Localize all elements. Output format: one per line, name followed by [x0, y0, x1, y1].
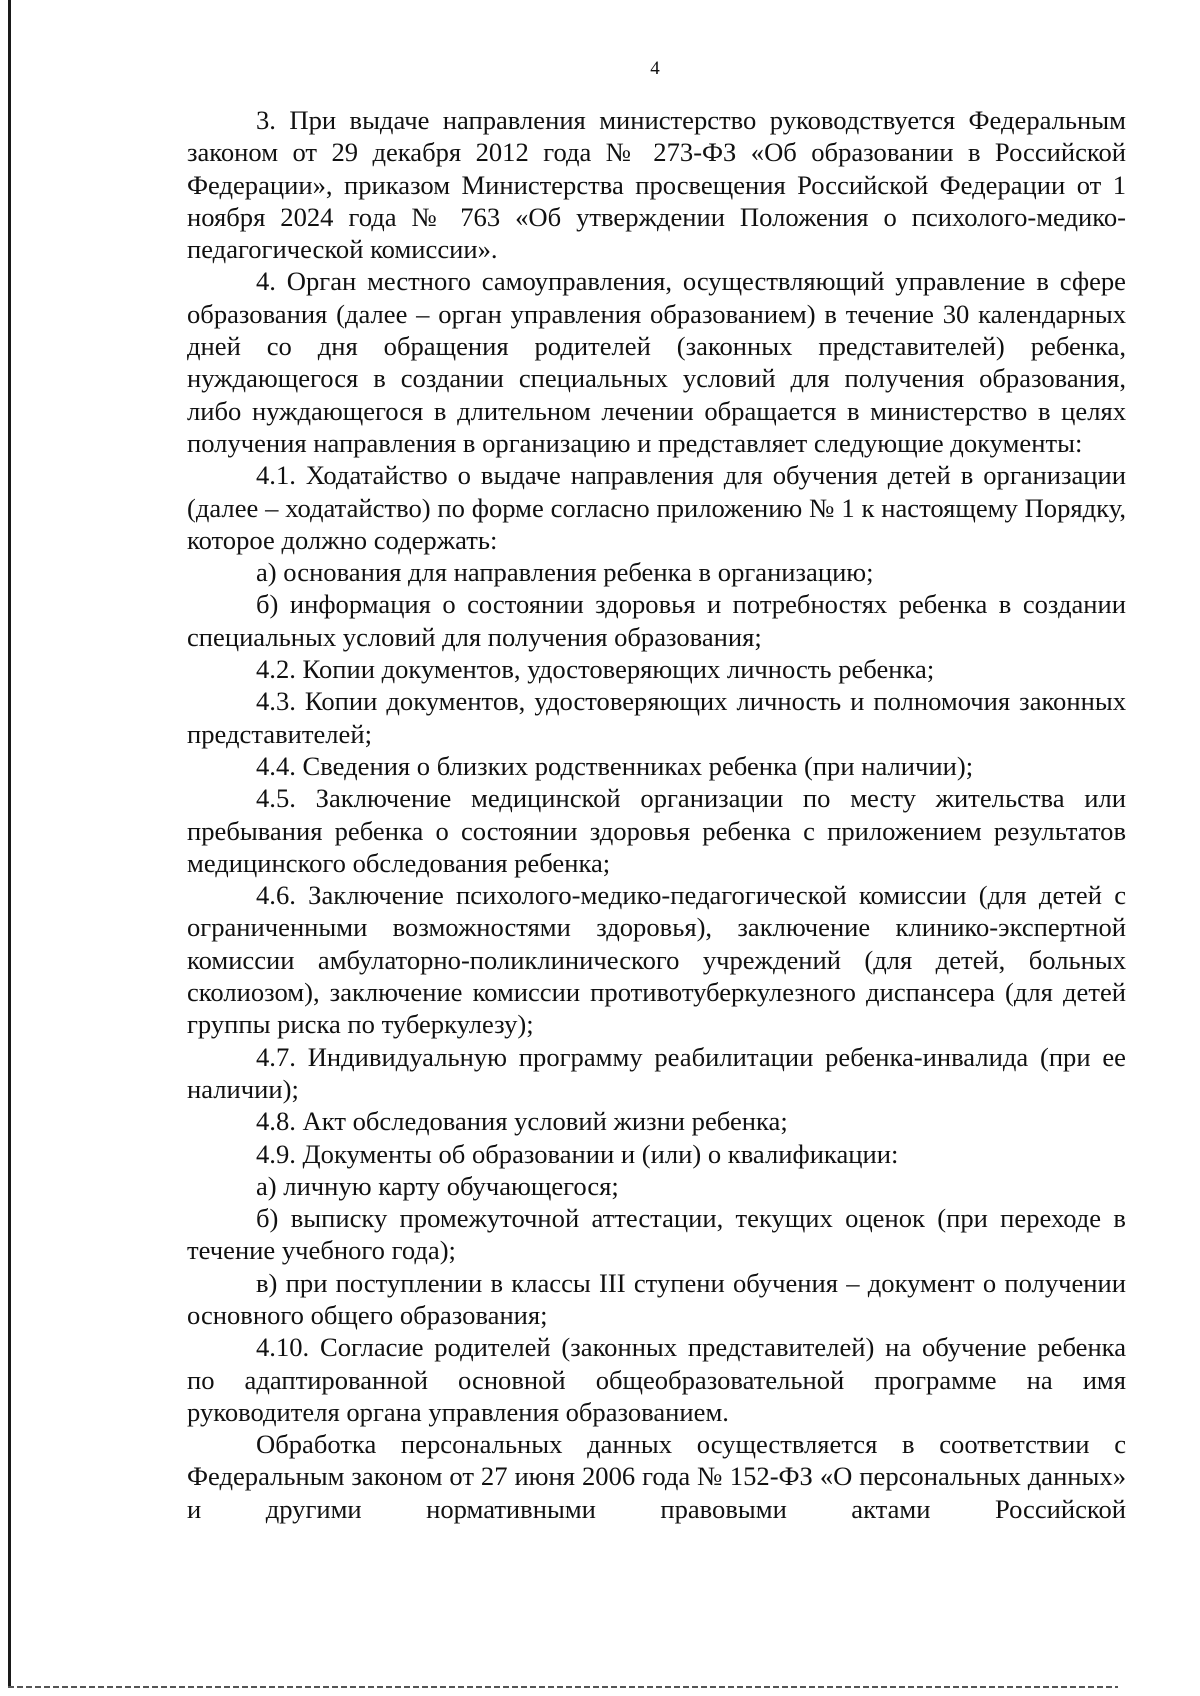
- paragraph-4-9-b: б) выписку промежуточной аттестации, текущих оценок (при переходе в течение учебного года);: [187, 1203, 1126, 1266]
- scan-border-bottom: [8, 1686, 1118, 1688]
- paragraph-4-1-a: а) основания для направления ребенка в организацию;: [256, 557, 874, 588]
- paragraph-4-3: 4.3. Копии документов, удостоверяющих личность и полномочия законных представителей;: [187, 686, 1126, 749]
- paragraph-personal-data: Обработка персональных данных осуществляется в соответствии с Федеральным законом от 27 июня 2006 года № 152-ФЗ «О персональных данных» и другими нормативными правовыми актами Российской: [187, 1429, 1126, 1524]
- paragraph-4-6: 4.6. Заключение психолого-медико-педагогической комиссии (для детей с ограниченными возможностями здоровья), заключение клинико-экспертной комиссии амбулаторно-поликлинического учреждений (для детей, больных сколиозом), заключение комиссии противотуберкулезного диспансера (для детей группы риска по туберкулезу);: [187, 880, 1126, 1040]
- paragraph-4-8: 4.8. Акт обследования условий жизни ребенка;: [256, 1106, 788, 1137]
- document-body: [187, 104, 1126, 1525]
- paragraph-4-1-b: б) информация о состоянии здоровья и потребностях ребенка в создании специальных условий для получения образования;: [187, 589, 1126, 652]
- paragraph-4-4: 4.4. Сведения о близких родственниках ребенка (при наличии);: [256, 750, 974, 781]
- paragraph-4-1: 4.1. Ходатайство о выдаче направления для обучения детей в организации (далее – ходатайство) по форме согласно приложению № 1 к настоящему Порядку, которое должно содержать:: [187, 460, 1126, 555]
- paragraph-4-9-a: а) личную карту обучающегося;: [256, 1170, 619, 1201]
- paragraph-4: 4. Орган местного самоуправления, осуществляющий управление в сфере образования (далее – орган управления образованием) в течение 30 календарных дней со дня обращения родителей (законных представителей) ребенка, нуждающегося в создании специальных условий для получения образования, либо нуждающегося в длительном лечении обращается в министерство в целях получения направления в организацию и представляет следующие документы:: [187, 266, 1126, 458]
- paragraph-4-7: 4.7. Индивидуальную программу реабилитации ребенка-инвалида (при ее наличии);: [187, 1041, 1126, 1104]
- paragraph-4-9: 4.9. Документы об образовании и (или) о квалификации:: [256, 1138, 899, 1169]
- paragraph-4-5: 4.5. Заключение медицинской организации по месту жительства или пребывания ребенка о состоянии здоровья ребенка с приложением результатов медицинского обследования ребенка;: [187, 783, 1126, 878]
- page-number: 4: [650, 58, 660, 79]
- paragraph-4-9-v: в) при поступлении в классы III ступени обучения – документ о получении основного общего образования;: [187, 1267, 1126, 1330]
- scan-border-left: [8, 0, 11, 1688]
- paragraph-4-10: 4.10. Согласие родителей (законных представителей) на обучение ребенка по адаптированной основной общеобразовательной программе на имя руководителя органа управления образованием.: [187, 1332, 1126, 1427]
- paragraph-4-2: 4.2. Копии документов, удостоверяющих личность ребенка;: [256, 654, 935, 685]
- paragraph-3: 3. При выдаче направления министерство руководствуется Федеральным законом от 29 декабря 2012 года № 273-ФЗ «Об образовании в Российской Федерации», приказом Министерства просвещения Российской Федерации от 1 ноября 2024 года № 763 «Об утверждении Положения о психолого-медико-педагогической комиссии».: [187, 105, 1126, 265]
